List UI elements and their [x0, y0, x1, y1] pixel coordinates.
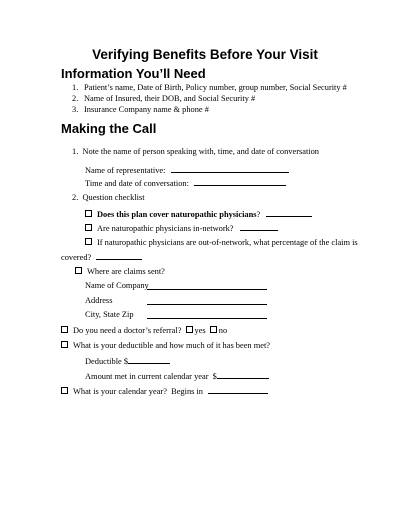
page-title: Verifying Benefits Before Your Visit	[92, 47, 318, 62]
checklist-item-deductible	[61, 341, 270, 350]
answer-field[interactable]	[266, 209, 312, 217]
checklist-item-referral	[61, 326, 227, 335]
checklist-item-calendar	[61, 386, 268, 396]
company-label: Name of Company	[85, 281, 149, 290]
covered-row	[61, 252, 142, 262]
time-row	[85, 178, 286, 188]
no-checkbox[interactable]	[210, 326, 217, 333]
step-1: 1. Note the name of person speaking with, time, and date of conversation	[72, 147, 319, 156]
answer-field[interactable]	[240, 223, 278, 231]
question-text: Does this plan cover naturopathic physicians	[97, 210, 257, 219]
list-text: Insurance Company name & phone #	[84, 105, 209, 114]
question-text: What is your calendar year? Begins in	[73, 387, 203, 396]
checklist-item-claims	[75, 267, 165, 276]
question-text: If naturopathic physicians are out-of-network, what percentage of the claim is	[97, 238, 358, 247]
address-field[interactable]	[147, 297, 267, 305]
deductible-label: Deductible $	[85, 357, 129, 366]
step-2: 2. Question checklist	[72, 193, 145, 202]
checklist-item-in-network	[85, 223, 278, 233]
city-field[interactable]	[147, 311, 267, 319]
rep-field[interactable]	[171, 165, 289, 173]
list-text: Patient’s name, Date of Birth, Policy number, group number, Social Security #	[84, 83, 347, 92]
deductible-row	[85, 356, 170, 366]
question-text: Are naturopathic physicians in-network?	[97, 224, 234, 233]
checkbox[interactable]	[85, 224, 92, 231]
amount-row	[85, 371, 269, 381]
section-heading-call: Making the Call	[61, 121, 157, 136]
deductible-field[interactable]	[128, 356, 170, 364]
covered-label: covered?	[61, 253, 92, 262]
rep-row	[85, 165, 289, 175]
checkbox[interactable]	[85, 238, 92, 245]
city-label: City, State Zip	[85, 310, 134, 319]
time-label: Time and date of conversation:	[85, 179, 189, 188]
checkbox[interactable]	[61, 387, 68, 394]
section-heading-info: Information You’ll Need	[61, 66, 206, 81]
checkbox[interactable]	[61, 341, 68, 348]
calendar-field[interactable]	[208, 386, 268, 394]
company-field[interactable]	[147, 282, 267, 290]
list-number: 3.	[72, 105, 79, 114]
list-number: 1.	[72, 83, 79, 92]
question-end: ?	[256, 210, 261, 219]
rep-label: Name of representative:	[85, 166, 166, 175]
address-row	[85, 297, 112, 305]
no-label: no	[218, 326, 228, 335]
amount-field[interactable]	[217, 371, 269, 379]
time-field[interactable]	[194, 178, 286, 186]
yes-checkbox[interactable]	[186, 326, 193, 333]
checklist-item-naturopathic	[85, 209, 312, 219]
list-item-2	[72, 94, 256, 103]
list-number: 2.	[72, 94, 79, 103]
question-text: Where are claims sent?	[87, 267, 165, 276]
list-item-1	[72, 83, 347, 92]
amount-label: Amount met in current calendar year $	[85, 372, 217, 381]
question-text: Do you need a doctor’s referral?	[73, 326, 182, 335]
list-text: Name of Insured, their DOB, and Social Security #	[84, 94, 256, 103]
yes-label: yes	[194, 326, 206, 335]
address-label: Address	[85, 296, 113, 305]
city-row	[85, 311, 134, 319]
covered-field[interactable]	[96, 252, 142, 260]
question-text: What is your deductible and how much of it has been met?	[73, 341, 270, 350]
company-row	[85, 282, 149, 290]
checkbox[interactable]	[61, 326, 68, 333]
checkbox[interactable]	[75, 267, 82, 274]
checkbox[interactable]	[85, 210, 92, 217]
list-item-3	[72, 105, 209, 114]
checklist-item-out-network	[85, 238, 358, 247]
